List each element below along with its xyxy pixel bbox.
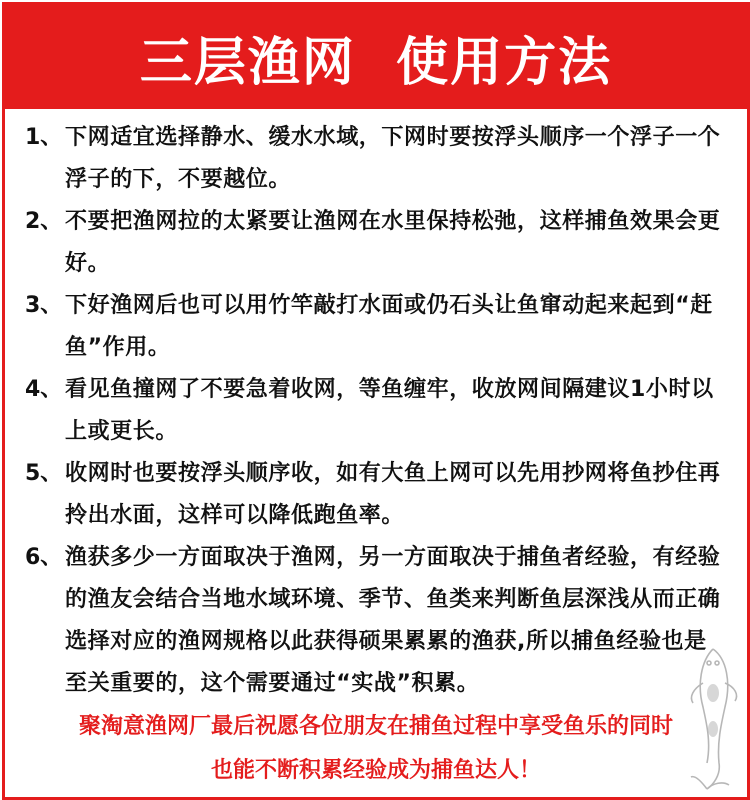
koi-fish-icon — [683, 643, 743, 793]
step-text: 下网适宜选择静水、缓水水域，下网时要按浮头顺序一个浮子一个浮子的下，不要越位。 — [65, 125, 721, 192]
step-number: 3、 — [25, 293, 63, 318]
header-banner — [5, 5, 747, 109]
step-number: 6、 — [25, 545, 63, 570]
instruction-step — [25, 117, 725, 201]
instruction-step — [25, 285, 725, 369]
step-number: 1、 — [25, 125, 63, 150]
instruction-step — [25, 369, 725, 453]
page-title: 三层渔网 使用方法 — [139, 32, 613, 93]
closing-line-2: 也能不断积累经验成为捕鱼达人！ — [210, 758, 541, 783]
step-text: 收网时也要按浮头顺序收，如有大鱼上网可以先用抄网将鱼抄住再拎出水面，这样可以降低跑鱼率。 — [65, 461, 721, 528]
closing-line-1: 聚淘意渔网厂最后祝愿各位朋友在捕鱼过程中享受鱼乐的同时 — [78, 714, 673, 739]
instruction-step — [25, 201, 725, 285]
step-number: 2、 — [25, 209, 63, 234]
instruction-list — [25, 117, 725, 705]
step-text: 看见鱼撞网了不要急着收网，等鱼缠牢，收放网间隔建议1小时以上或更长。 — [65, 377, 714, 444]
step-text: 渔获多少一方面取决于渔网，另一方面取决于捕鱼者经验，有经验的渔友会结合当地水域环境、季节、鱼类来判断鱼层深浅从而正确选择对应的渔网规格以此获得硕果累累的渔获,所以捕鱼经验也是至关重要的，这个需要通过“实战”积累。 — [65, 545, 721, 696]
instruction-step — [25, 453, 725, 537]
step-number: 5、 — [25, 461, 63, 486]
step-text: 不要把渔网拉的太紧要让渔网在水里保持松弛，这样捕鱼效果会更好。 — [65, 209, 721, 276]
step-number: 4、 — [25, 377, 63, 402]
instruction-step — [25, 537, 725, 705]
content-frame — [2, 2, 750, 800]
step-text: 下好渔网后也可以用竹竿敲打水面或仍石头让鱼窜动起来起到“赶鱼”作用。 — [65, 293, 713, 360]
closing-message — [5, 705, 747, 793]
